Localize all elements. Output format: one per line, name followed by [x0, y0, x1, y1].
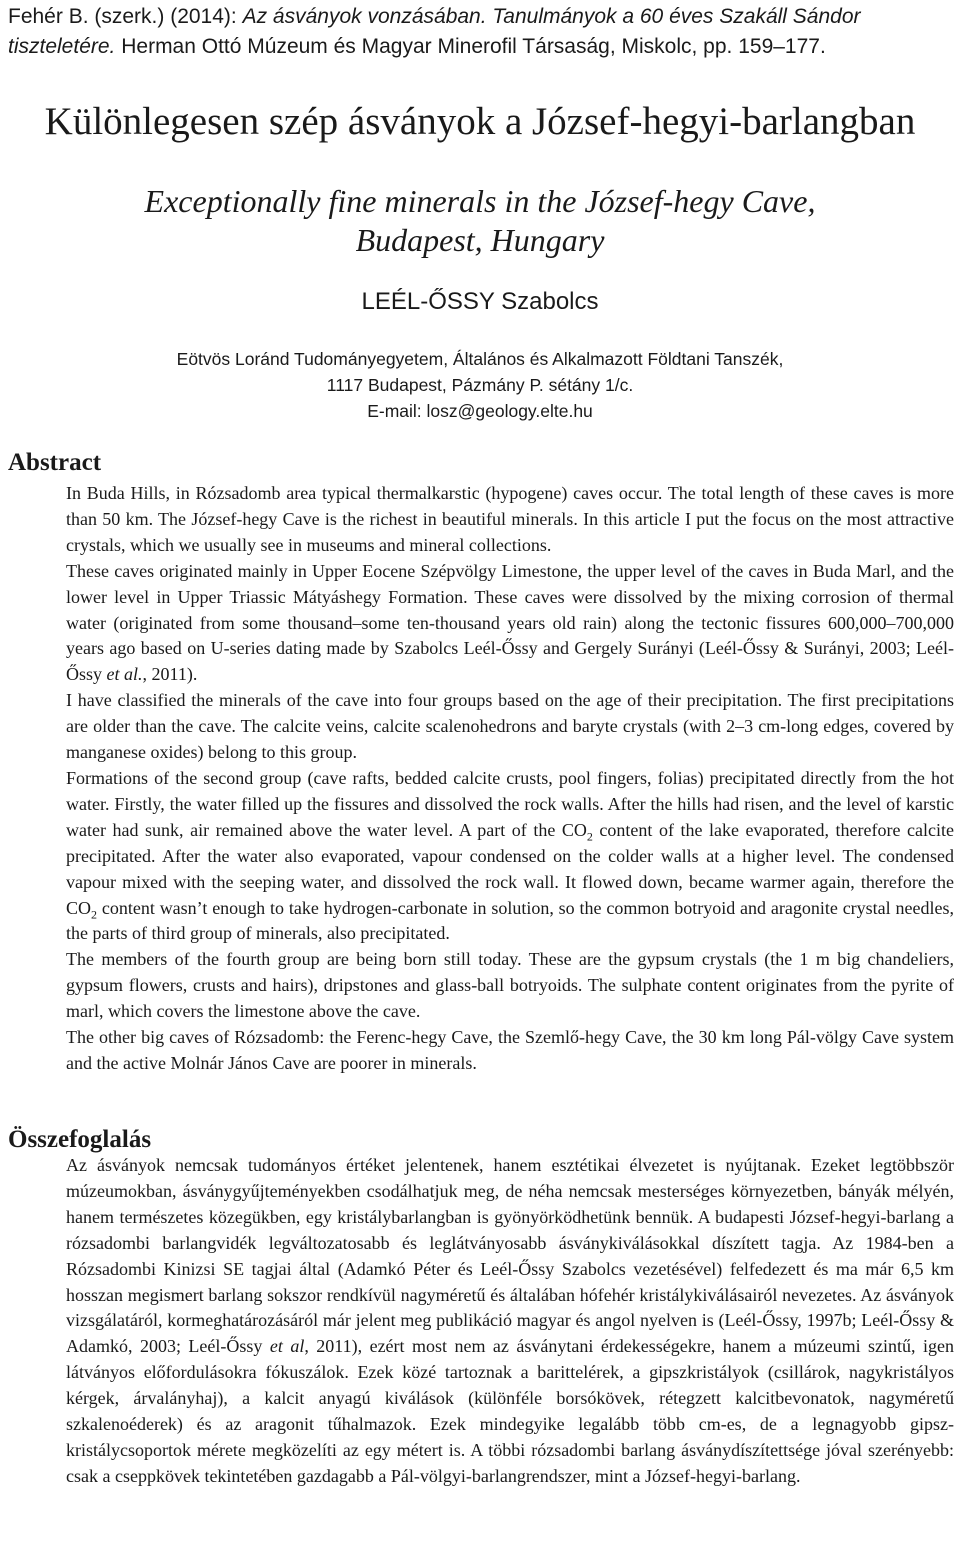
- citation-authors: Fehér B. (szerk.) (2014):: [8, 5, 243, 28]
- citation-publisher: Herman Ottó Múzeum és Magyar Minerofil Társaság, Miskolc, pp. 159–177.: [115, 35, 826, 58]
- abstract-paragraph-1: In Buda Hills, in Rózsadomb area typical thermalkarstic (hypogene) caves occur. The total length of these caves is more than 50 km. The József-hegy Cave is the richest in beautiful minerals. In this article I put the focus on the most attractive crystals, which we usually see in museums and mineral collections.: [66, 483, 954, 555]
- abstract-body: [66, 481, 954, 1077]
- citation-book-title: Az ásványok vonzásában. Tanulmányok a 60 éves Szakáll Sándor tiszteletére.: [8, 5, 861, 58]
- affiliation-email: E-mail: losz@geology.elte.hu: [367, 401, 593, 421]
- english-title-line-2: Budapest, Hungary: [355, 222, 605, 258]
- summary-heading: Összefoglalás: [8, 1126, 152, 1153]
- affiliation-institution: Eötvös Loránd Tudományegyetem, Általános és Alkalmazott Földtani Tanszék,: [176, 349, 784, 369]
- citation-header: [8, 2, 953, 62]
- summary-paragraph: Az ásványok nemcsak tudományos értéket jelentenek, hanem esztétikai élvezetet is nyújtanak. Ezeket legtöbbször múzeumokban, ásványgyűjteményekben csodálhatjuk meg, de néha nemcsak mesterséges környezetben, bányák mélyén, hanem természetes közegükben, egy kristálybarlangban is gyönyörködhetünk bennük. A budapesti József-hegyi-barlang a rózsadombi barlangvidék legváltozatosabb és leglátványosabb ásványkiválásokkal díszített tagja. Az 1984-ben a Rózsadombi Kinizsi SE tagjai által (Adamkó Péter és Leél-Őssy Szabolcs vezetésével) felfedezett és ma már 6,5 km hosszan megismert barlang sokszor rendkívül nagyméretű és általában hófehér kristálykiválásairól nevezetes. Az ásványok vizsgálatáról, kormeghatározásáról már jelent meg publikáció magyar és angol nyelven is (Leél-Őssy, 1997b; Leél-Őssy & Adamkó, 2003; Leél-Őssy et al, 2011), ezért most nem az ásványtani érdekességekre, hanem a múzeumi szintű, igen látványos előfordulásokra fókuszálok. Ezek közé tartoznak a barittelérek, a gipszkristályok (csillárok, nagykristályos kérgek, árvalányhaj), a kalcit anyagú kiválások (különféle borsókövek, rétegzett kalcitbevonatok, nagyméretű szkalenoéderek) és az aragonit tűhalmazok. Ezek mindegyike legalább több cm-es, de a legnagyobb gipsz-kristálycsoportok mérete megközelíti az egy métert is. A többi rózsadombi barlang ásványdíszítettsége jóval szerényebb: csak a cseppkövek tekintetében gazdagabb a Pál-völgyi-barlangrendszer, mint a József-hegyi-barlang.: [66, 1155, 955, 1486]
- abstract-paragraph-5: The members of the fourth group are being born still today. These are the gypsum crystals (the 1 m big chandeliers, gypsum flowers, crusts and hairs), dripstones and glass-ball botryoids. The sulphate content originates from the pyrite of marl, which covers the limestone above the cave.: [66, 949, 954, 1022]
- abstract-heading: Abstract: [8, 449, 102, 476]
- english-title: [0, 182, 960, 260]
- affiliation: [0, 346, 960, 424]
- abstract-paragraph-2: These caves originated mainly in Upper Eocene Szépvölgy Limestone, the upper level of the caves in Buda Marl, and the lower level in Upper Triassic Mátyáshegy Formation. These caves were dissolved by the mixing corrosion of thermal water (originated from some thousand–some ten-thousand years old rain) along the tectonic fissures 600,000–700,000 years ago based on U-series dating made by Szabolcs Leél-Őssy and Gergely Surányi (Leél-Őssy & Surányi, 2003; Leél-Őssy et al., 2011).: [66, 560, 954, 685]
- author-name: LEÉL-ŐSSY Szabolcs: [361, 288, 599, 315]
- english-title-line-1: Exceptionally fine minerals in the József-hegy Cave,: [144, 183, 816, 219]
- paper-title: Különlegesen szép ásványok a József-hegyi-barlangban: [44, 100, 916, 143]
- summary-body: [66, 1153, 954, 1490]
- abstract-paragraph-6: The other big caves of Rózsadomb: the Ferenc-hegy Cave, the Szemlő-hegy Cave, the 30 km long Pál-völgy Cave system and the active Molnár János Cave are poorer in minerals.: [66, 1027, 954, 1073]
- affiliation-address: 1117 Budapest, Pázmány P. sétány 1/c.: [326, 375, 634, 395]
- abstract-paragraph-3: I have classified the minerals of the cave into four groups based on the age of their precipitation. The first precipitations are older than the cave. The calcite veins, calcite scalenohedrons and baryte crystals (with 2–3 cm-long edges, covered by manganese oxides) belong to this group.: [66, 690, 954, 763]
- abstract-paragraph-4: Formations of the second group (cave rafts, bedded calcite crusts, pool fingers, folias) precipitated directly from the hot water. Firstly, the water filled up the fissures and dissolved the rock walls. After the hills had risen, and the level of karstic water had sunk, air remained above the water level. A part of the $CO_2$ content of the lake evaporated, therefore calcite precipitated. After the water also evaporated, vapour condensed on the colder walls at a higher level. The condensed vapour mixed with the seeping water, and dissolved the rock wall. It flowed down, became warmer again, therefore the $CO_2$ content wasn’t enough to take hydrogen-carbonate in solution, so the common botryoid and aragonite crystal needles, the parts of third group of minerals, also precipitated.: [66, 767, 954, 944]
